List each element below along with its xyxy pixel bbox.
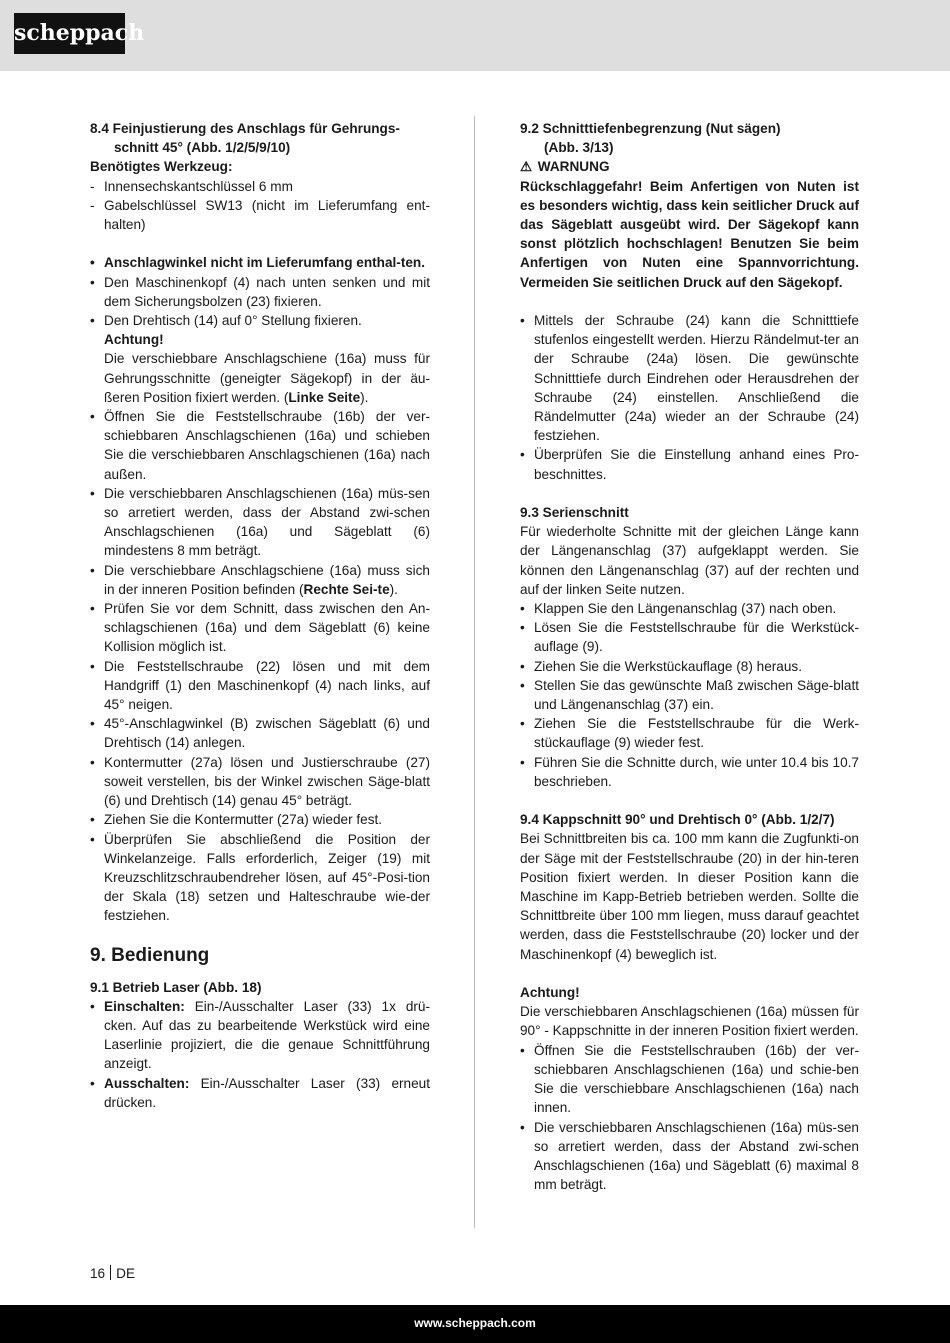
section-9-4-text: Bei Schnittbreiten bis ca. 100 mm kann die Zugfunkti-on der Säge mit der Feststellschraube (20) in der hin-teren Position fixiert werden. In dieser Position kann die Maschine im Kapp-Betrieb betrieben werden. Sollte die Schnittbreite über 100 mm liegen, muss darauf geachtet werden, dass die Feststellschraube (20) locker und der Maschinenkopf (4) beweglich ist. xyxy=(520,831,859,962)
right-column xyxy=(520,119,859,1194)
list-item: • Kontermutter (27a) lösen und Justierschraube (27) soweit verstellen, bis der Winkel zwischen Säge-blatt (6) und Drehtisch (14) genau 45° beträgt. xyxy=(90,754,430,809)
left-column xyxy=(90,119,430,1112)
list-item: • Den Maschinenkopf (4) nach unten senken und mit dem Sicherungsbolzen (23) fixieren. xyxy=(90,274,430,309)
section-8-4-title: 8.4 Feinjustierung des Anschlags für Gehrungs- xyxy=(90,121,400,136)
page-separator xyxy=(110,1265,111,1280)
tool-item: - Gabelschlüssel SW13 (nicht im Lieferumfang ent-halten) xyxy=(90,197,430,233)
achtung-text: Die verschiebbaren Anschlagschienen (16a) müssen für 90° - Kappschnitte in der inneren Position fixiert werden. xyxy=(520,1004,859,1039)
list-item: • Ziehen Sie die Kontermutter (27a) wieder fest. xyxy=(90,812,383,828)
list-item: • Die verschiebbare Anschlagschiene (16a) muss sich in der inneren Position befinden (Rechte Sei-te). xyxy=(90,562,430,597)
section-9-1-title: 9.1 Betrieb Laser (Abb. 18) xyxy=(90,979,262,995)
section-9-heading: 9. Bedienung xyxy=(90,944,210,966)
list-item: • Prüfen Sie vor dem Schnitt, dass zwischen den An-schlagschienen (16a) und dem Sägeblatt (6) keine Kollision möglich ist. xyxy=(90,601,430,655)
list-item: • Öffnen Sie die Feststellschrauben (16b) der ver-schiebbaren Anschlagschienen (16a) und schie-ben Sie die verschiebbare Anschlagschienen (16a) nach innen. xyxy=(520,1042,859,1116)
achtung-label: Achtung! xyxy=(520,985,580,1001)
tools-label: Benötigtes Werkzeug: xyxy=(90,159,233,175)
list-item: • Klappen Sie den Längenanschlag (37) nach oben. xyxy=(520,601,837,617)
achtung-label: Achtung! xyxy=(104,332,164,348)
list-item: • 45°-Anschlagwinkel (B) zwischen Sägeblatt (6) und Drehtisch (14) anlegen. xyxy=(90,716,430,751)
section-9-4-title: 9.4 Kappschnitt 90° und Drehtisch 0° (Abb. 1/2/7) xyxy=(520,812,835,828)
page-number: 16 DE xyxy=(90,1266,136,1281)
section-9-2-title-cont: (Abb. 3/13) xyxy=(544,140,614,156)
column-divider xyxy=(474,116,475,1228)
list-item: • Ausschalten: Ein-/Ausschalter Laser (33) erneut drücken. xyxy=(90,1075,430,1110)
section-9-2-title: 9.2 Schnitttiefenbegrenzung (Nut sägen) xyxy=(520,121,781,136)
list-item: • Stellen Sie das gewünschte Maß zwischen Säge-blatt und Längenanschlag (37) ein. xyxy=(520,677,859,713)
website-link[interactable]: www.scheppach.com xyxy=(414,1316,536,1330)
list-item: • Einschalten: Ein-/Ausschalter Laser (33) 1x drü-cken. Auf das zu bearbeitende Werkstück wird eine Laserlinie projiziert, die die genaue Schnittführung anzeigt. xyxy=(90,998,430,1072)
list-item: • Führen Sie die Schnitte durch, wie unter 10.4 bis 10.7 beschrieben. xyxy=(520,754,859,789)
scheppach-logo: scheppach xyxy=(14,13,125,54)
list-item: • Die verschiebbaren Anschlagschienen (16a) müs-sen so arretiert werden, dass der Abstand zwi-schen Anschlagschienen (16a) und Sägeblatt (6) mindestens 8 mm beträgt. xyxy=(90,485,430,559)
list-item: • Den Drehtisch (14) auf 0° Stellung fixieren. xyxy=(90,313,362,329)
tool-item: - Innensechskantschlüssel 6 mm xyxy=(90,178,293,194)
list-item: • Lösen Sie die Feststellschraube für die Werkstück-auflage (9). xyxy=(520,620,859,655)
section-8-4-title-cont: schnitt 45° (Abb. 1/2/5/9/10) xyxy=(114,140,291,156)
list-item: • Die verschiebbaren Anschlagschienen (16a) müs-sen so arretiert werden, dass der Abstand zwi-schen Anschlagschienen (16a) und Sägeblatt (6) maximal 8 mm beträgt. xyxy=(520,1119,859,1193)
warning-text: Rückschlaggefahr! Beim Anfertigen von Nuten ist es besonders wichtig, dass kein seitlicher Druck auf das Sägeblatt ausgeübt wird. Der Sägekopf kann sonst plötzlich hochschlagen! Benutzen Sie beim Anfertigen von Nuten eine Spannvorrichtung. Vermeiden Sie seitlichen Druck auf den Sägekopf. xyxy=(520,178,859,290)
achtung-text: Die verschiebbare Anschlagschiene (16a) muss für Gehrungsschnitte (geneigter Sägekopf) in der äu-ßeren Position fixiert werden. (Linke Seite). xyxy=(104,351,430,405)
header-bar xyxy=(0,0,950,71)
list-item: • Öffnen Sie die Feststellschraube (16b) der ver-schiebbaren Anschlagschienen (16a) und schieben Sie die verschiebbaren Anschlagschienen (16a) nach außen. xyxy=(90,409,430,482)
list-item: • Überprüfen Sie abschließend die Position der Winkelanzeige. Falls erforderlich, Zeiger (19) mit Kreuzschlitzschraubendreher lösen, auf 45°-Posi-tion der Skala (18) setzen und Halteschraube wie-der festziehen. xyxy=(90,831,430,924)
warning-label: ⚠ WARNUNG xyxy=(520,157,859,176)
note-bold: • Anschlagwinkel nicht im Lieferumfang enthal-ten. xyxy=(90,255,426,271)
section-9-3-title: 9.3 Serienschnitt xyxy=(520,505,629,521)
list-item: • Die Feststellschraube (22) lösen und mit dem Handgriff (1) den Maschinenkopf (4) nach links, auf 45° neigen. xyxy=(90,658,430,713)
section-9-3-intro: Für wiederholte Schnitte mit der gleichen Länge kann der Längenanschlag (37) aufgeklappt werden. Sie können den Längenanschlag (37) auf der rechten und auf der linken Seite nutzen. xyxy=(520,524,859,597)
list-item: • Ziehen Sie die Feststellschraube für die Werk-stückauflage (9) wieder fest. xyxy=(520,716,859,751)
list-item: • Überprüfen Sie die Einstellung anhand eines Pro-beschnittes. xyxy=(520,447,859,482)
warning-icon: ⚠ xyxy=(520,159,533,175)
list-item: • Mittels der Schraube (24) kann die Schnitttiefe stufenlos eingestellt werden. Hierzu Rändelmut-ter an der Schraube (24a) lösen. Die gewünschte Schnitttiefe durch Eindrehen oder Herausdrehen der Schraube (24) einstellen. Anschließend die Rändelmutter (24a) wieder an der Schraube (24) festziehen. xyxy=(520,313,859,444)
footer-bar xyxy=(0,1305,950,1343)
list-item: • Ziehen Sie die Werkstückauflage (8) heraus. xyxy=(520,658,802,674)
